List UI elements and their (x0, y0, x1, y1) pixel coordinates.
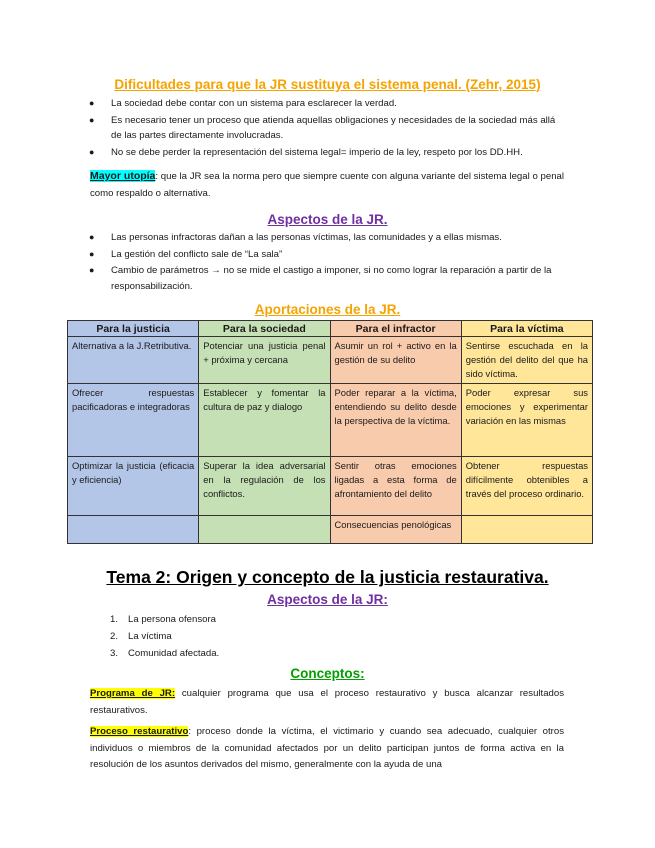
table-cell: Optimizar la justicia (eficacia y eficiencia) (68, 457, 199, 516)
table-cell: Asumir un rol + activo en la gestión de su delito (330, 337, 461, 384)
bullet-icon: ● (89, 146, 95, 157)
table-cell: Superar la idea adversarial en la regulación de los conflictos. (199, 457, 330, 516)
list-item: ● Cambio de parámetros → no se mide el castigo a imponer, si no como lograr la reparación a partir de la responsabilización. (89, 265, 552, 292)
list-item: ● Las personas infractoras dañan a las personas víctimas, las comunidades y a ellas mismas. (85, 230, 565, 246)
term-proceso: Proceso restaurativo (90, 726, 189, 737)
definition-proceso: Proceso restaurativo: proceso donde la víctima, el victimario y cuando sea adecuado, cualquier otros individuos o miembros de la comunidad afectados por un delito participan juntos de forma activa en la resolución de los asuntos derivados del mismo, generalmente con la ayuda de una (90, 726, 564, 770)
list-item: ● Es necesario tener un proceso que atienda aquellas obligaciones y necesidades de la sociedad más allá de las partes directamente involucradas. (89, 114, 556, 141)
table-cell: Potenciar una justicia penal + próxima y cercana (199, 337, 330, 384)
utopia-label: Mayor utopía (90, 170, 156, 182)
table-cell (461, 516, 592, 544)
table-cell (68, 516, 199, 544)
table-cell: Sentir otras emociones ligadas a esta forma de afrontamiento del delito (330, 457, 461, 516)
aspectos-list (85, 230, 565, 295)
header-sociedad: Para la sociedad (199, 321, 330, 337)
table-cell: Establecer y fomentar la cultura de paz y dialogo (199, 384, 330, 457)
utopia-paragraph: Mayor utopía: que la JR sea la norma pero que siempre cuente con alguna variante del sistema legal o penal como respaldo o alternativa. (90, 170, 564, 199)
heading-dificultades: Dificultades para que la JR sustituya el sistema penal. (Zehr, 2015) (114, 77, 541, 92)
table-cell: Alternativa a la J.Retributiva. (68, 337, 199, 384)
heading-aspectos: Aspectos de la JR. (267, 212, 388, 227)
table-cell: Consecuencias penológicas (330, 516, 461, 544)
table-row (68, 337, 593, 384)
list-item: ● La sociedad debe contar con un sistema para esclarecer la verdad. (85, 96, 565, 112)
table-cell: Obtener respuestas difícilmente obtenibles a través del proceso ordinario. (461, 457, 592, 516)
bullet-icon: ● (89, 98, 95, 108)
table-cell: Sentirse escuchada en la gestión del delito del que ha sido víctima. (461, 337, 592, 384)
bullet-icon: ● (89, 265, 95, 275)
table-row (68, 516, 593, 544)
table-row (68, 457, 593, 516)
header-victima: Para la víctima (461, 321, 592, 337)
header-infractor: Para el infractor (330, 321, 461, 337)
aspectos-numbered-list (110, 611, 510, 662)
list-item: 1. La persona ofensora (110, 614, 217, 625)
table-row (68, 384, 593, 457)
list-item: ● La gestión del conflicto sale de “La sala” (85, 247, 565, 263)
table-header-row (68, 321, 593, 337)
definition-programa: Programa de JR: cualquier programa que usa el proceso restaurativo y busca alcanzar resultados restaurativos. (90, 688, 565, 716)
table-cell (199, 516, 330, 544)
table-cell: Ofrecer respuestas pacificadoras e integradoras (68, 384, 199, 457)
bullet-icon: ● (89, 248, 95, 259)
header-justicia: Para la justicia (68, 321, 199, 337)
heading-conceptos: Conceptos: (290, 666, 365, 681)
bullet-icon: ● (89, 232, 95, 242)
list-item: ● No se debe perder la representación del sistema legal= imperio de la ley, respeto por los DD.HH. (85, 145, 565, 161)
heading-aspectos-jr: Aspectos de la JR: (267, 592, 388, 607)
table-cell: Poder reparar a la víctima, entendiendo su delito desde la perspectiva de la víctima. (330, 384, 461, 457)
list-item: 3. Comunidad afectada. (110, 648, 220, 659)
aportaciones-table (67, 320, 593, 544)
bullet-icon: ● (89, 114, 95, 125)
term-programa: Programa de JR: (90, 688, 176, 699)
tema2-title: Tema 2: Origen y concepto de la justicia restaurativa. (106, 567, 549, 587)
table-cell: Poder expresar sus emociones y experimentar variación en las mismas (461, 384, 592, 457)
heading-aportaciones: Aportaciones de la JR. (254, 302, 401, 317)
list-item: 2. La víctima (110, 631, 172, 642)
dificultades-list (85, 96, 565, 161)
